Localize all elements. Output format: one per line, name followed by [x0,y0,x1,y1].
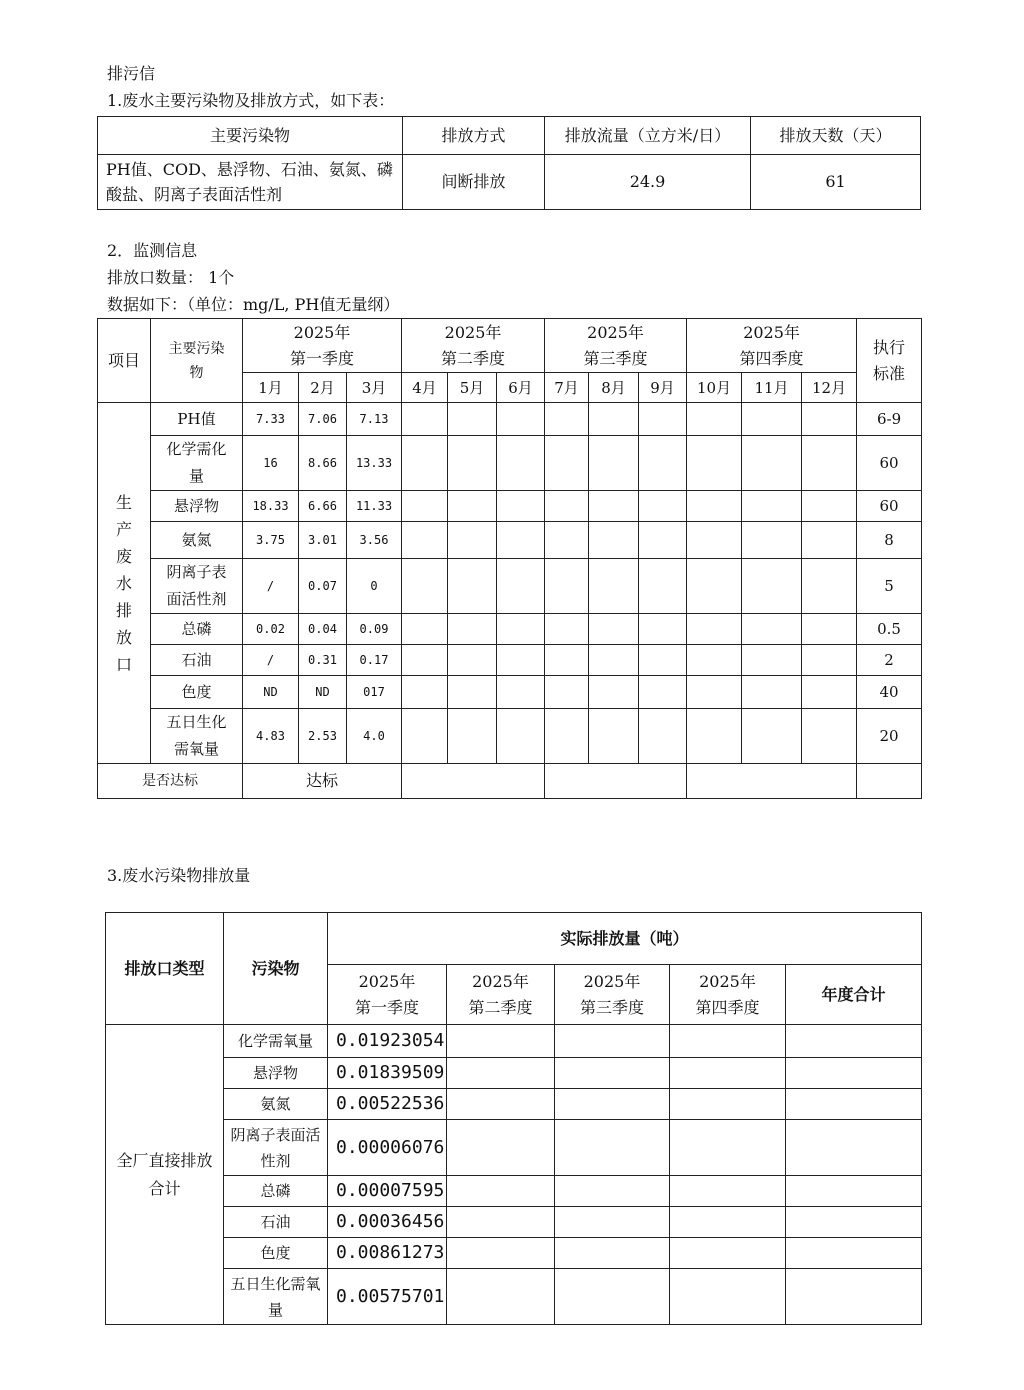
cell-discharge-method: 间断排放 [403,155,545,210]
pollutant-name: 总磷 [151,614,243,645]
month-value [639,522,687,559]
header-actual-emission: 实际排放量（吨） [328,913,922,965]
month-value [448,645,497,676]
month-value: ND [299,676,347,709]
table-row [98,676,922,709]
month-value [742,436,802,491]
standard-value: 8 [857,522,922,559]
emission-value [447,1089,555,1120]
month-value [402,436,448,491]
month-header: 12月 [802,373,857,403]
month-value [497,522,545,559]
pollutant-name: 五日生化需氧量 [151,709,243,764]
table-row [98,403,922,436]
pollutant-name: 总磷 [224,1176,328,1207]
month-value: / [243,559,299,614]
month-value [639,559,687,614]
month-value: 13.33 [347,436,402,491]
header-q2: 2025年 第二季度 [402,319,545,373]
month-value: 3.01 [299,522,347,559]
standard-value: 6-9 [857,403,922,436]
month-value [402,522,448,559]
pollutant-name: 化学需氧量 [224,1025,328,1058]
unit-note: 数据如下：（单位：mg/L, PH值无量纲） [107,295,400,314]
month-value [639,403,687,436]
month-value [639,645,687,676]
table-row [98,614,922,645]
header-pollutant: 污染物 [224,913,328,1025]
emission-value [447,1058,555,1089]
table-row [106,1176,922,1207]
emission-value [670,1120,786,1176]
pollutant-name: 氨氮 [151,522,243,559]
month-value [497,403,545,436]
month-value [802,522,857,559]
table-row [98,491,922,522]
month-value [639,436,687,491]
month-value [742,709,802,764]
outlet-group-label: 生产废水排放口 [98,403,151,764]
emission-value [555,1238,670,1269]
emission-value [786,1238,922,1269]
month-value: 0.17 [347,645,402,676]
month-value [545,436,589,491]
month-value [589,676,639,709]
q1-emission-value: 0.01923054 [328,1025,447,1058]
table-row [106,1025,922,1058]
month-value: 16 [243,436,299,491]
table-row [106,1238,922,1269]
month-value [687,491,742,522]
month-value [497,491,545,522]
month-header: 10月 [687,373,742,403]
header-q1: 2025年 第一季度 [328,965,447,1025]
header-item: 项目 [98,319,151,403]
pollutant-name: 氨氮 [224,1089,328,1120]
month-value: 0 [347,559,402,614]
pollutant-name: 阴离子表面活性剂 [151,559,243,614]
month-value [545,491,589,522]
month-value [589,614,639,645]
month-value [742,491,802,522]
standard-value: 40 [857,676,922,709]
month-header: 8月 [589,373,639,403]
month-value: / [243,645,299,676]
month-value [448,676,497,709]
emission-value [786,1089,922,1120]
emission-value [447,1176,555,1207]
section1-title: 1.废水主要污染物及排放方式，如下表： [107,91,395,110]
emission-value [786,1207,922,1238]
month-value: 0.31 [299,645,347,676]
month-value [802,559,857,614]
standard-value: 2 [857,645,922,676]
table-row [98,709,922,764]
emission-value [555,1025,670,1058]
emission-value [555,1269,670,1325]
month-value: 3.75 [243,522,299,559]
month-value [497,709,545,764]
pollutant-name: 色度 [224,1238,328,1269]
emission-value [786,1025,922,1058]
compliance-q1: 达标 [243,764,402,799]
month-value [687,522,742,559]
month-value [497,436,545,491]
header-outlet-type: 排放口类型 [106,913,224,1025]
header-annual-total: 年度合计 [786,965,922,1025]
table-row [106,1058,922,1089]
month-value [402,559,448,614]
month-value [402,403,448,436]
month-value: ND [243,676,299,709]
month-value [545,676,589,709]
month-header: 4月 [402,373,448,403]
month-value [497,676,545,709]
month-value [742,559,802,614]
month-value [742,676,802,709]
table-row [98,436,922,491]
month-value [802,403,857,436]
month-value [589,522,639,559]
pollutant-discharge-table [97,116,921,210]
table-row [106,1269,922,1325]
month-value: 7.06 [299,403,347,436]
outlet-count: 排放口数量： 1个 [107,268,235,287]
pollutant-name: 化学需化量 [151,436,243,491]
compliance-q4 [687,764,857,799]
emission-value [786,1058,922,1089]
month-header: 11月 [742,373,802,403]
emission-value [786,1269,922,1325]
month-value [589,709,639,764]
month-value: 3.56 [347,522,402,559]
q1-emission-value: 0.01839509 [328,1058,447,1089]
section3-title: 3.废水污染物排放量 [107,866,251,885]
month-value [589,645,639,676]
month-value: 4.83 [243,709,299,764]
month-value: 0.09 [347,614,402,645]
month-value: 4.0 [347,709,402,764]
q1-emission-value: 0.00036456 [328,1207,447,1238]
header-discharge-days: 排放天数（天） [751,117,921,155]
header-standard: 执行标准 [857,319,922,403]
month-value [802,436,857,491]
emission-value [447,1238,555,1269]
compliance-label: 是否达标 [98,764,243,799]
emission-value [670,1269,786,1325]
pollutant-name: 阴离子表面活性剂 [224,1120,328,1176]
month-value [687,709,742,764]
month-header: 9月 [639,373,687,403]
month-value: 7.33 [243,403,299,436]
month-value [545,645,589,676]
table-row [106,1207,922,1238]
month-value [545,559,589,614]
month-value [639,491,687,522]
month-value: 017 [347,676,402,709]
emission-value [670,1176,786,1207]
pollutant-name: 色度 [151,676,243,709]
table-row [106,1089,922,1120]
month-value: 6.66 [299,491,347,522]
standard-value: 60 [857,491,922,522]
header-main-pollutant: 主要污染物 [98,117,403,155]
table-row [98,559,922,614]
pollutant-name: PH值 [151,403,243,436]
month-value [802,709,857,764]
month-value [802,491,857,522]
emission-value [447,1207,555,1238]
month-value [589,491,639,522]
header-main-pollutant: 主要污染物 [151,319,243,403]
standard-value: 0.5 [857,614,922,645]
month-value [687,614,742,645]
month-value [589,436,639,491]
cell-discharge-days: 61 [751,155,921,210]
emission-value [447,1269,555,1325]
month-value [448,709,497,764]
outlet-group-label: 全厂直接排放合计 [106,1025,224,1325]
month-value [448,614,497,645]
month-value [545,709,589,764]
month-value [448,436,497,491]
table-row [98,645,922,676]
q1-emission-value: 0.00575701 [328,1269,447,1325]
month-header: 7月 [545,373,589,403]
month-value [448,491,497,522]
cell-pollutant-list: PH值、COD、悬浮物、石油、氨氮、磷酸盐、阴离子表面活性剂 [98,155,403,210]
emission-value [555,1120,670,1176]
emission-value [555,1089,670,1120]
emission-value [670,1207,786,1238]
q1-emission-value: 0.00861273 [328,1238,447,1269]
standard-value: 20 [857,709,922,764]
month-value [687,436,742,491]
emission-value [670,1089,786,1120]
emission-value [786,1176,922,1207]
month-value [402,709,448,764]
month-value [802,645,857,676]
monitoring-table [97,318,922,799]
pollutant-name: 石油 [224,1207,328,1238]
month-value [639,709,687,764]
pollutant-name: 悬浮物 [151,491,243,522]
pollutant-name: 五日生化需氧量 [224,1269,328,1325]
month-value [687,403,742,436]
month-value [639,614,687,645]
table-row [106,1120,922,1176]
month-value [497,614,545,645]
header-q3: 2025年 第三季度 [555,965,670,1025]
header-q4: 2025年 第四季度 [670,965,786,1025]
month-value [497,645,545,676]
month-value [448,522,497,559]
pollutant-name: 石油 [151,645,243,676]
month-value [448,403,497,436]
header-q2: 2025年 第二季度 [447,965,555,1025]
month-value [589,559,639,614]
month-value [402,676,448,709]
emission-value [786,1120,922,1176]
month-value: 8.66 [299,436,347,491]
month-header: 3月 [347,373,402,403]
month-value [545,614,589,645]
month-value [545,522,589,559]
month-value: 11.33 [347,491,402,522]
cell-discharge-flow: 24.9 [545,155,751,210]
month-value [687,559,742,614]
month-value [639,676,687,709]
month-header: 6月 [497,373,545,403]
month-value [402,645,448,676]
month-value [687,645,742,676]
table-row [98,522,922,559]
month-value [687,676,742,709]
emission-table [105,912,922,1325]
month-value [448,559,497,614]
month-value [742,614,802,645]
standard-value: 5 [857,559,922,614]
q1-emission-value: 0.00522536 [328,1089,447,1120]
month-value [742,645,802,676]
emission-value [447,1120,555,1176]
month-value [545,403,589,436]
emission-value [670,1238,786,1269]
month-value [802,614,857,645]
header-discharge-method: 排放方式 [403,117,545,155]
pollutant-name: 悬浮物 [224,1058,328,1089]
emission-value [670,1025,786,1058]
q1-emission-value: 0.00006076 [328,1120,447,1176]
month-value: 7.13 [347,403,402,436]
q1-emission-value: 0.00007595 [328,1176,447,1207]
month-value: 0.07 [299,559,347,614]
header-q3: 2025年 第三季度 [545,319,687,373]
header-q4: 2025年 第四季度 [687,319,857,373]
month-value [589,403,639,436]
month-value [742,522,802,559]
standard-value: 60 [857,436,922,491]
month-header: 2月 [299,373,347,403]
page-heading: 排污信 [107,64,156,83]
month-header: 1月 [243,373,299,403]
month-header: 5月 [448,373,497,403]
month-value [802,676,857,709]
compliance-q3 [545,764,687,799]
emission-value [555,1058,670,1089]
month-value [402,491,448,522]
month-value [742,403,802,436]
emission-value [447,1025,555,1058]
compliance-q2 [402,764,545,799]
month-value: 18.33 [243,491,299,522]
emission-value [555,1176,670,1207]
compliance-standard [857,764,922,799]
month-value: 0.02 [243,614,299,645]
header-discharge-flow: 排放流量（立方米/日） [545,117,751,155]
month-value: 2.53 [299,709,347,764]
month-value: 0.04 [299,614,347,645]
header-q1: 2025年 第一季度 [243,319,402,373]
month-value [402,614,448,645]
month-value [497,559,545,614]
emission-value [555,1207,670,1238]
section2-title: 2．监测信息 [107,241,198,260]
emission-value [670,1058,786,1089]
